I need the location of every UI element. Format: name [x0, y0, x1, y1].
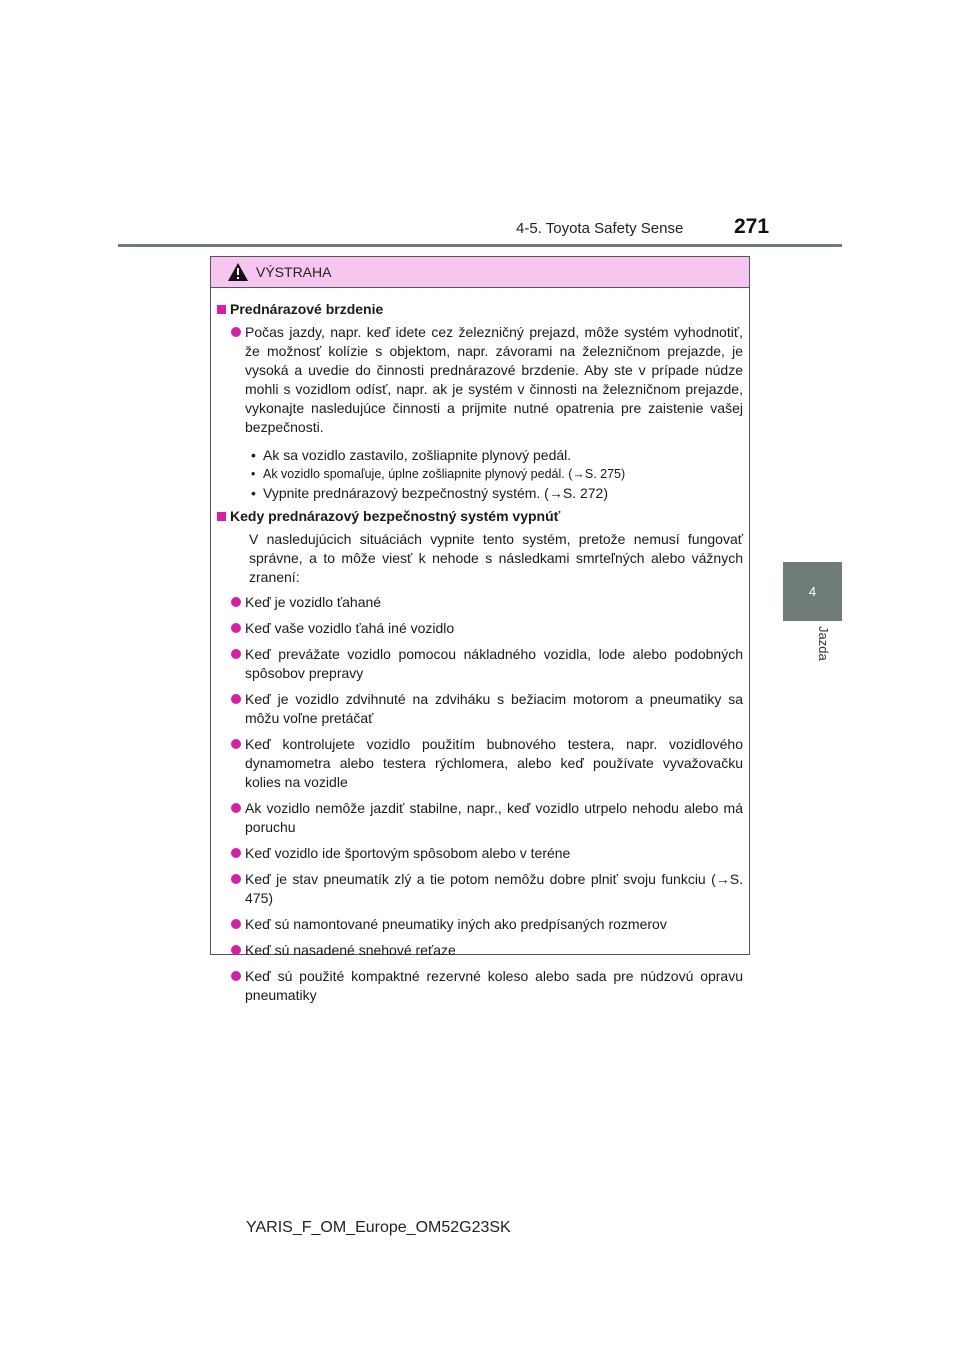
warning-body: [211, 288, 749, 1005]
section-title: 4-5. Toyota Safety Sense: [516, 220, 684, 237]
circle-bullet-icon: [231, 971, 241, 981]
header-divider: [118, 244, 842, 247]
list-item: Počas jazdy, napr. keď idete cez železničný prejazd, môže systém vyhodnotiť, že možnosť kolízie s objektom, napr. závorami na železničnom prejazde, je vysoká a uvedie do činnosti prednárazové brzdenie. Aby ste v prípade núdze mohli s vozidlom odísť, napr. ak je systém v činnosti na železničnom prejazde, vykonajte nasledujúce činnosti a prijmite nutné opatrenia pre zaistenie vašej bezpečnosti.: [231, 323, 743, 437]
warning-box: [210, 256, 750, 1003]
list-item: Keď je stav pneumatík zlý a tie potom nemôžu dobre plniť svoju funkciu (→S. 475): [231, 870, 743, 908]
circle-bullet-icon: [231, 803, 241, 813]
sub-list-item: • Ak vozidlo spomaľuje, úplne zošliapnite plynový pedál. (→S. 275): [251, 467, 626, 481]
circle-bullet-icon: [231, 327, 241, 337]
list-item: Keď sú namontované pneumatiky iných ako predpísaných rozmerov: [231, 915, 743, 934]
circle-bullet-icon: [231, 597, 241, 607]
chapter-label: Jazda: [816, 626, 831, 661]
circle-bullet-icon: [231, 874, 241, 884]
chapter-tab: [783, 562, 842, 621]
square-bullet-icon: [217, 512, 226, 521]
list-item: Keď sú nasadené snehové reťaze: [231, 941, 743, 960]
list-item: Ak vozidlo nemôže jazdiť stabilne, napr., keď vozidlo utrpelo nehodu alebo má poruchu: [231, 799, 743, 837]
list-item: Keď sú použité kompaktné rezervné koleso alebo sada pre núdzovú opravu pneumatiky: [231, 967, 743, 1005]
section-intro: V nasledujúcich situáciách vypnite tento systém, pretože nemusí fungovať správne, a to môže viesť k nehode s následkami smrteľných alebo vážnych zranení:: [249, 531, 743, 585]
warning-triangle-icon: [227, 262, 249, 282]
warning-header: [211, 257, 749, 288]
list-item: Keď kontrolujete vozidlo použitím bubnového testera, napr. vozidlového dynamometra alebo testera rýchlomera, alebo keď používate vyvažovačku kolies na vozidle: [231, 735, 743, 792]
warning-title: VÝSTRAHA: [256, 264, 332, 280]
condition-list: [217, 593, 743, 1005]
circle-bullet-icon: [231, 694, 241, 704]
circle-bullet-icon: [231, 623, 241, 633]
list-item: Keď vaše vozidlo ťahá iné vozidlo: [231, 619, 743, 638]
circle-bullet-icon: [231, 919, 241, 929]
list-item: Keď vozidlo ide športovým spôsobom alebo v teréne: [231, 844, 743, 863]
circle-bullet-icon: [231, 848, 241, 858]
section-heading-vypnut: Kedy prednárazový bezpečnostný systém vypnúť: [217, 507, 743, 526]
sub-list-item: • Ak sa vozidlo zastavilo, zošliapnite plynový pedál.: [251, 447, 572, 463]
section-heading-prednarazove: Prednárazové brzdenie: [217, 300, 743, 319]
square-bullet-icon: [217, 305, 226, 314]
page-number: 271: [734, 215, 770, 238]
circle-bullet-icon: [231, 649, 241, 659]
document-code: YARIS_F_OM_Europe_OM52G23SK: [246, 1219, 511, 1236]
sub-list-item: • Vypnite prednárazový bezpečnostný systém. (→S. 272): [251, 485, 608, 501]
list-item: Keď prevážate vozidlo pomocou nákladného vozidla, lode alebo podobných spôsobov prepravy: [231, 645, 743, 683]
chapter-number: 4: [808, 584, 817, 599]
circle-bullet-icon: [231, 739, 241, 749]
circle-bullet-icon: [231, 945, 241, 955]
list-item: Keď je vozidlo ťahané: [231, 593, 743, 612]
list-item: Keď je vozidlo zdvihnuté na zdviháku s bežiacim motorom a pneumatiky sa môžu voľne pretáčať: [231, 690, 743, 728]
